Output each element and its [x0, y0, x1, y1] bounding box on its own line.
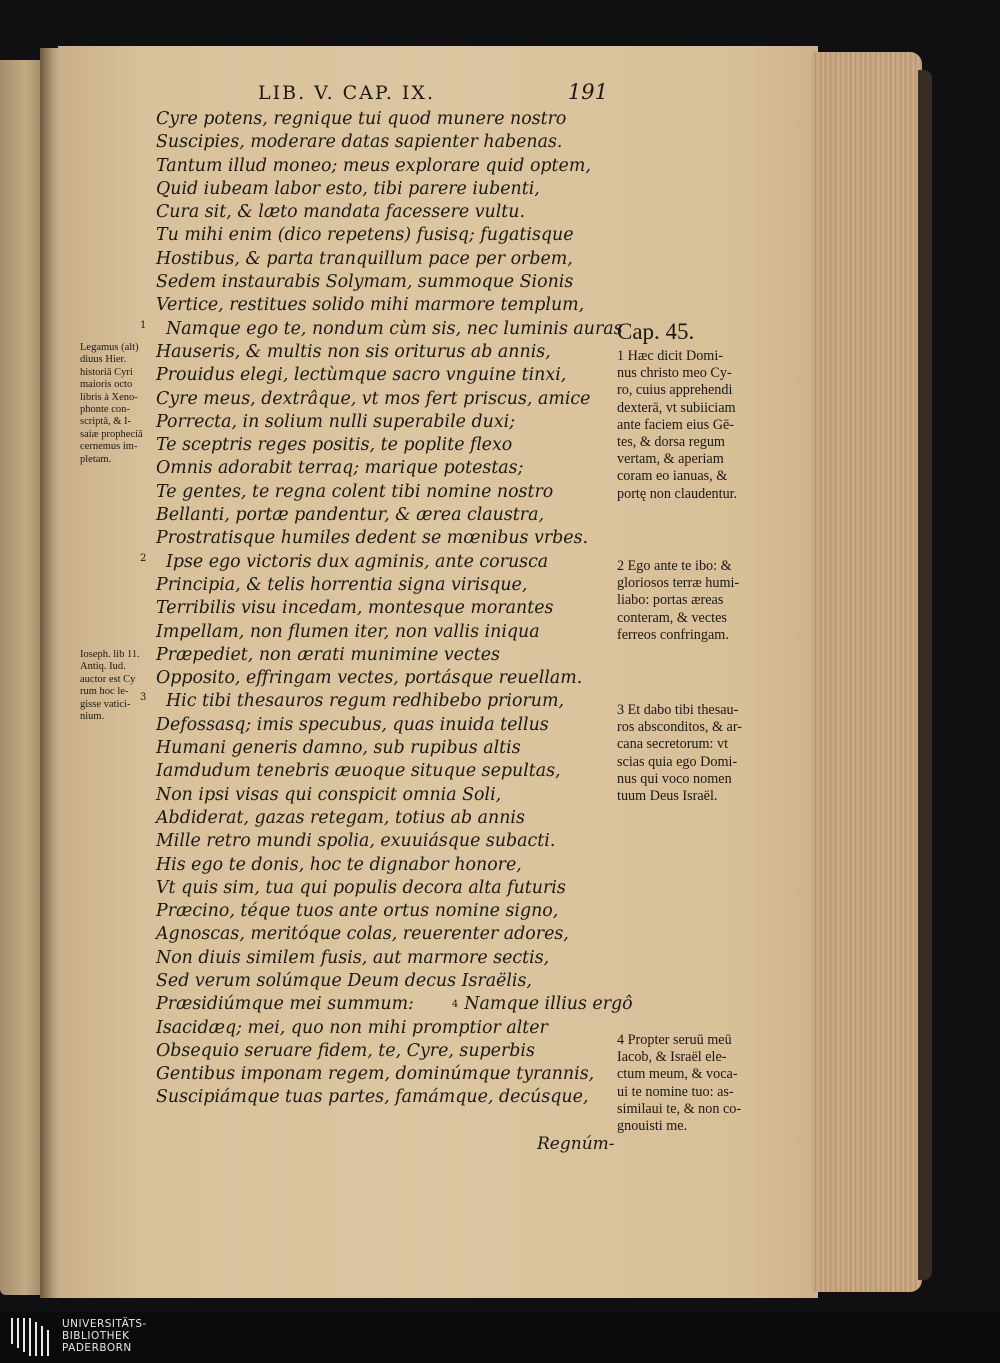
verse-line	[118, 1086, 638, 1109]
note-line: pletam.	[80, 453, 112, 465]
verse-text	[156, 201, 525, 224]
verse-text	[156, 457, 523, 480]
note-line: 3 Et dabo tibi thesau-	[617, 702, 739, 718]
verse-line	[118, 947, 638, 970]
verse-text-part: Suscipiámque tuas partes, famámque, decúsque,	[156, 1087, 589, 1108]
verse-text-part: Impellam, non flumen iter, non vallis iniqua	[156, 621, 540, 642]
page-number: 191	[567, 80, 608, 104]
verse-text-part: Omnis adorabit terraq; marique potestas;	[156, 458, 524, 479]
library-logo-text	[62, 1318, 147, 1354]
note-line: ante faciem eius Gē-	[617, 416, 734, 433]
note-line: rum hoc le-	[80, 686, 129, 698]
verse-block	[118, 108, 638, 1110]
verse-text-part: Prostratisque humiles dedent se mœnibus vrbes.	[156, 528, 589, 549]
verse-text-part: Hostibus, & parta tranquillum pace per orbem,	[156, 248, 573, 269]
verse-text	[156, 830, 555, 853]
verse-line	[118, 457, 638, 480]
note-line: scias quia ego Domi-	[617, 753, 738, 770]
verse-text	[166, 551, 548, 574]
verse-text	[156, 481, 553, 504]
verse-text-part: Humani generis damno, sub rupibus altis	[156, 738, 521, 759]
note-line: ctum meum, & voca-	[617, 1066, 738, 1083]
verse-line	[118, 877, 638, 900]
note-line: Legamus (alt)	[80, 342, 139, 353]
verse-text-part: Vertice, restitues solido mihi marmore templum,	[156, 295, 585, 316]
verse-text	[156, 271, 573, 294]
verse-line	[118, 388, 638, 411]
verse-line	[118, 807, 638, 830]
verse-text	[156, 993, 633, 1016]
verse-text	[156, 947, 549, 970]
verse-text	[156, 434, 512, 457]
verse-line	[118, 737, 638, 760]
verse-line	[118, 224, 638, 247]
verse-text	[156, 294, 584, 317]
verse-text-part: Sedem instaurabis Solymam, summoque Sionis	[156, 272, 574, 293]
verse-number: 3	[140, 692, 147, 704]
verse-text	[156, 900, 558, 923]
verse-text-part: Gentibus imponam regem, dominúmque tyrannis,	[156, 1064, 595, 1085]
note-line: phonte con-	[80, 404, 130, 416]
verse-text-part: Abdiderat, gazas retegam, totius ab annis	[156, 807, 525, 828]
note-line: saiæ propheciā	[80, 428, 143, 440]
note-line: libris à Xeno-	[80, 391, 138, 403]
verse-text	[156, 574, 527, 597]
verse-text	[156, 737, 521, 760]
verse-text	[156, 224, 574, 247]
verse-line	[118, 271, 638, 294]
note-line: Antiq. Iud.	[80, 661, 126, 673]
note-line: historiā Cyri	[80, 366, 133, 378]
note-line: vertam, & aperiam	[617, 451, 724, 468]
logo-line: UNIVERSITÄTS-	[62, 1318, 147, 1330]
verse-text	[156, 155, 591, 178]
page-header	[258, 80, 608, 108]
verse-text-part: Prouidus elegi, lectùmque sacro vnguine tinxi,	[156, 365, 567, 386]
verse-text	[156, 341, 551, 364]
verse-text	[156, 131, 562, 154]
note-line: 4 Propter seruū meū	[617, 1032, 732, 1048]
note-line: gnouisti me.	[617, 1118, 688, 1135]
note-line: ferreos confringam.	[617, 626, 729, 643]
verse-text-part: Porrecta, in solium nulli superabile duxi;	[156, 411, 516, 432]
verse-line	[118, 108, 638, 131]
verse-line	[118, 364, 638, 387]
note-line: Ioseph. lib 11.	[80, 649, 140, 660]
verse-text	[156, 1040, 535, 1063]
verse-line	[118, 830, 638, 853]
note-line: cana secretorum: vt	[617, 736, 729, 753]
verse-text	[156, 807, 525, 830]
margin-note-cap45	[617, 318, 757, 503]
verse-line	[118, 760, 638, 783]
verse-text-part: Ipse ego victoris dux agminis, ante corusca	[166, 551, 549, 572]
verse-text-part: Sed verum solúmque Deum decus Israëlis,	[156, 970, 532, 991]
logo-line: BIBLIOTHEK	[62, 1330, 130, 1342]
verse-text	[156, 1017, 548, 1040]
verse-text	[156, 108, 566, 131]
verse-text-part: Bellanti, portæ pandentur, & ærea claustra,	[156, 505, 544, 526]
verse-text	[156, 178, 540, 201]
note-line: ui te nomine tuo: as-	[617, 1083, 734, 1100]
note-line: ro, cuius apprehendi	[617, 382, 733, 399]
verse-line	[118, 923, 638, 946]
verse-text-part: Isacidæq; mei, quo non mihi promptior alter	[156, 1017, 548, 1038]
verse-line	[118, 178, 638, 201]
verse-text	[156, 1063, 594, 1086]
verse-text	[156, 970, 532, 993]
verse-text-part: Namque illius ergô	[464, 994, 633, 1015]
verse-text-part: Quid iubeam labor esto, tibi parere iubenti,	[156, 178, 540, 199]
verse-text	[156, 527, 588, 550]
note-line: gisse vatici-	[80, 698, 131, 710]
note-line: auctor est Cy	[80, 673, 136, 685]
verse-text-part: Cyre potens, regnique tui quod munere nostro	[156, 109, 567, 129]
verse-line	[118, 131, 638, 154]
note-line: nus christo meo Cy-	[617, 365, 732, 382]
running-head: LIB. V. CAP. IX.	[258, 82, 435, 104]
verse-line	[118, 900, 638, 923]
verse-line	[118, 318, 638, 341]
verse-line	[118, 667, 638, 690]
verse-text-part: Obsequio seruare fidem, te, Cyre, superbis	[156, 1040, 535, 1061]
verse-line	[118, 294, 638, 317]
verse-text-part: Vt quis sim, tua qui populis decora alta futuris	[156, 877, 566, 898]
verse-text-part: Cyre meus, dextrâque, vt mos fert priscus, amice	[156, 388, 591, 409]
verse-line	[118, 1040, 638, 1063]
verse-text-part: Hic tibi thesauros regum redhibebo priorum,	[166, 691, 564, 712]
verse-number: 4	[451, 999, 459, 1011]
verse-text	[156, 923, 569, 946]
library-logo-icon	[8, 1314, 54, 1360]
verse-number: 2	[140, 552, 147, 564]
verse-line	[118, 411, 638, 434]
verse-text-part: Te sceptris reges positis, te poplite flexo	[156, 435, 513, 456]
verse-text-part: Te gentes, te regna colent tibi nomine nostro	[156, 481, 554, 502]
verse-text-part: Hauseris, & multis non sis oriturus ab annis,	[156, 341, 551, 362]
verse-text-part: Tu mihi enim (dico repetens) fusisq; fugatisque	[156, 225, 574, 246]
verse-line	[118, 690, 638, 713]
note-line: liabo: portas æreas	[617, 592, 724, 609]
verse-text	[156, 364, 566, 387]
verse-text-part: Mille retro mundi spolia, exuuiásque subacti.	[156, 831, 556, 852]
verse-line	[118, 574, 638, 597]
verse-text	[156, 621, 540, 644]
verse-line	[118, 504, 638, 527]
verse-text	[156, 248, 573, 271]
verse-text-part: Suscipies, moderare datas sapienter habenas.	[156, 132, 563, 153]
verse-text	[156, 877, 566, 900]
verse-text	[156, 760, 561, 783]
verse-line	[118, 970, 638, 993]
verse-text-part: Principia, & telis horrentia signa virisque,	[156, 574, 528, 595]
chapter-label: Cap. 45.	[617, 319, 695, 344]
note-line: conteram, & vectes	[617, 609, 727, 626]
verse-text-part: Non diuis similem fusis, aut marmore sectis,	[156, 947, 550, 968]
verse-text	[166, 690, 564, 713]
note-line: scriptā, & I-	[80, 416, 132, 428]
verse-text-part: Opposito, effringam vectes, portásque reuellam.	[156, 668, 583, 689]
note-line: 1 Hæc dicit Domi-	[617, 348, 723, 364]
verse-text-part: Namque ego te, nondum cùm sis, nec luminis auras	[166, 318, 623, 339]
verse-text-part: Præpediet, non ærati munimine vectes	[156, 644, 500, 665]
note-line: coram eo ianuas, &	[617, 468, 728, 485]
verse-line	[118, 621, 638, 644]
verse-line	[118, 527, 638, 550]
verse-line	[118, 481, 638, 504]
verse-line	[118, 434, 638, 457]
verse-text	[156, 714, 549, 737]
page-edges	[812, 52, 922, 1292]
verse-text-part: Non ipsi visas qui conspicit omnia Soli,	[156, 784, 502, 805]
verse-line	[118, 714, 638, 737]
margin-note-hieronymus	[80, 342, 158, 466]
note-line: ros absconditos, & ar-	[617, 719, 743, 736]
margin-note-josephus	[80, 649, 158, 723]
note-line: nus qui voco nomen	[617, 770, 732, 787]
note-line: maioris octo	[80, 379, 133, 391]
verse-text	[166, 318, 623, 341]
verse-text	[156, 667, 582, 690]
verse-line	[118, 1017, 638, 1040]
verse-text-part: Præsidiúmque mei summum:	[156, 994, 414, 1015]
verse-text	[156, 1086, 588, 1109]
note-line: portę non claudentur.	[617, 485, 738, 502]
verse-text	[156, 784, 501, 807]
note-line: dexterā, vt subiiciam	[617, 399, 736, 416]
note-line: diuus Hier.	[80, 354, 127, 366]
catchword: Regnúm-	[537, 1134, 615, 1154]
verse-line	[118, 155, 638, 178]
verse-line	[118, 201, 638, 224]
margin-note-v2	[617, 558, 757, 644]
note-line: 2 Ego ante te ibo: &	[617, 558, 732, 574]
verse-number: 1	[140, 319, 147, 331]
verse-text-part: Tantum illud moneo; meus explorare quid optem,	[156, 155, 591, 176]
margin-note-v3	[617, 702, 757, 805]
footer-bar	[0, 1312, 1000, 1363]
margin-note-v4	[617, 1032, 757, 1135]
verse-line	[118, 248, 638, 271]
note-line: Iacob, & Israël ele-	[617, 1049, 727, 1066]
verse-text-part: Agnoscas, meritóque colas, reuerenter adores,	[156, 924, 569, 945]
note-line: tes, & dorsa regum	[617, 434, 725, 451]
verse-text	[156, 644, 500, 667]
note-line: similaui te, & non co-	[617, 1100, 742, 1117]
verse-text-part: Iamdudum tenebris æuoque situque sepultas,	[156, 761, 561, 782]
verse-line	[118, 784, 638, 807]
verse-text	[156, 597, 553, 620]
verse-line	[118, 551, 638, 574]
logo-line: PADERBORN	[62, 1342, 132, 1354]
verse-line	[118, 1063, 638, 1086]
note-line: cernemus im-	[80, 441, 138, 453]
verse-text-part: Terribilis visu incedam, montesque morantes	[156, 598, 554, 619]
verse-text	[156, 411, 515, 434]
note-line: gloriosos terræ humi-	[617, 575, 740, 592]
verse-line	[118, 644, 638, 667]
verse-line	[118, 993, 638, 1016]
verse-text-part: Cura sit, & læto mandata facessere vultu.	[156, 202, 526, 223]
verse-text	[156, 854, 522, 877]
verse-text-part: Præcino, téque tuos ante ortus nomine signo,	[156, 901, 559, 922]
verse-text-part: His ego te donis, hoc te dignabor honore,	[156, 854, 522, 875]
verse-text	[156, 504, 544, 527]
verse-text	[156, 388, 590, 411]
verse-line	[118, 854, 638, 877]
cover-shadow	[918, 70, 932, 1280]
note-line: nium.	[80, 711, 105, 723]
verse-text-part: Defossasq; imis specubus, quas inuida tellus	[156, 714, 549, 735]
verse-line	[118, 341, 638, 364]
verse-line	[118, 597, 638, 620]
note-line: tuum Deus Israël.	[617, 788, 718, 805]
